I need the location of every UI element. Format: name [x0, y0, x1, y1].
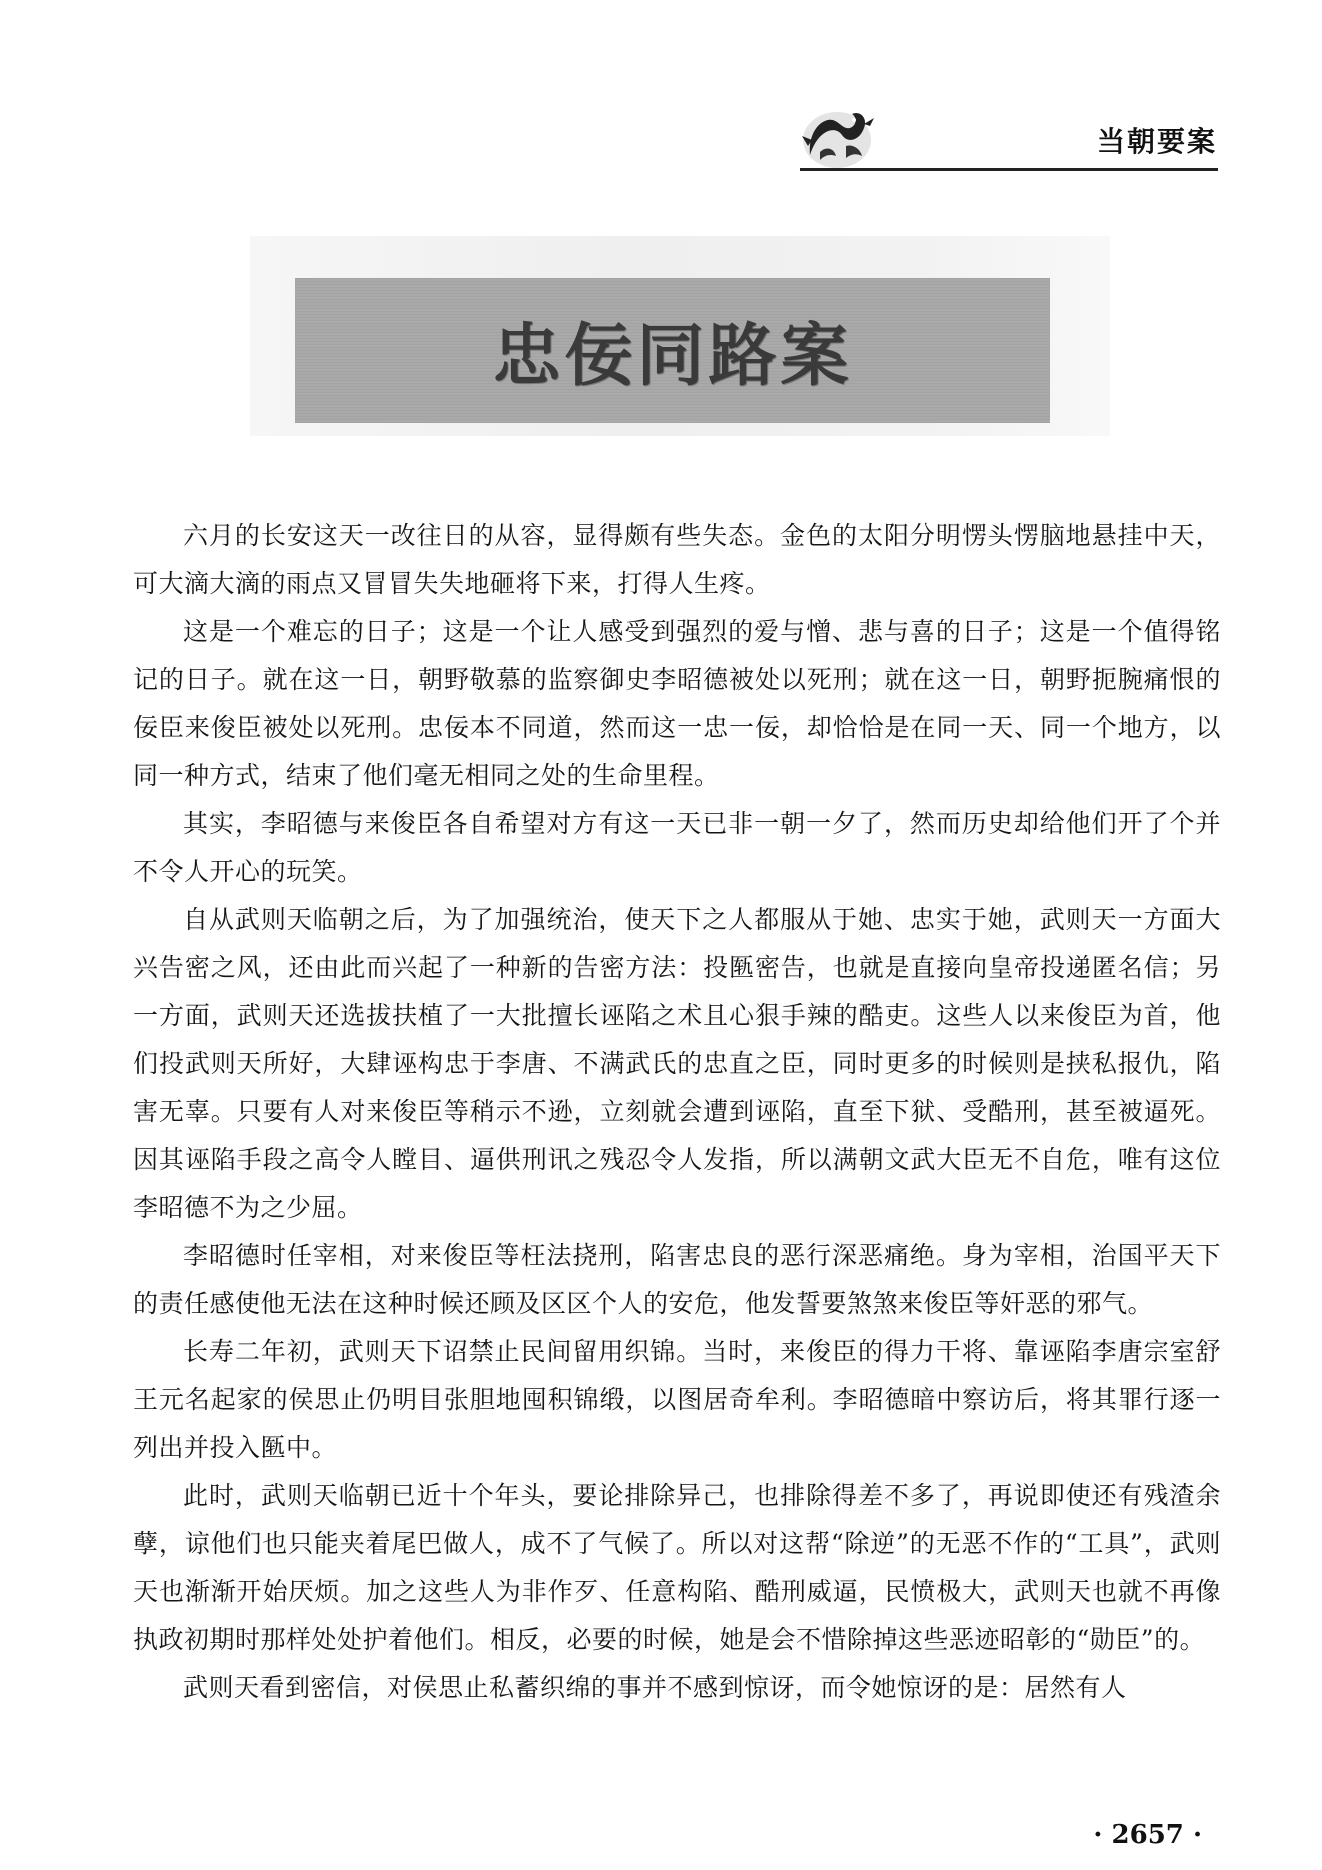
dragon-emblem-icon: [790, 100, 885, 175]
paragraph: 自从武则天临朝之后，为了加强统治，使天下之人都服从于她、忠实于她，武则天一方面大兴告密之风，还由此而兴起了一种新的告密方法：投匦密告，也就是直接向皇帝投递匿名信；另一方面，武则天还选拔扶植了一大批擅长诬陷之术且心狠手辣的酷吏。这些人以来俊臣为首，他们投武则天所好，大肆诬构忠于李唐、不满武氏的忠直之臣，同时更多的时候则是挟私报仇，陷害无辜。只要有人对来俊臣等稍示不逊，立刻就会遭到诬陷，直至下狱、受酷刑，甚至被逼死。因其诬陷手段之高令人瞠目、逼供刑讯之残忍令人发指，所以满朝文武大臣无不自危，唯有这位李昭德不为之少屈。: [133, 905, 1221, 1222]
paragraph: 其实，李昭德与来俊臣各自希望对方有这一天已非一朝一夕了，然而历史却给他们开了个并不令人开心的玩笑。: [133, 809, 1221, 886]
paragraph: 长寿二年初，武则天下诏禁止民间留用织锦。当时，来俊臣的得力干将、靠诬陷李唐宗室舒王元名起家的侯思止仍明目张胆地囤积锦缎，以图居奇牟利。李昭德暗中察访后，将其罪行逐一列出并投入匦中。: [133, 1337, 1221, 1462]
paragraph: 武则天看到密信，对侯思止私蓄织绵的事并不感到惊讶，而令她惊讶的是：居然有人: [183, 1673, 1127, 1702]
paragraph: 这是一个难忘的日子；这是一个让人感受到强烈的爱与憎、悲与喜的日子；这是一个值得铭记的日子。就在这一日，朝野敬慕的监察御史李昭德被处以死刑；就在这一日，朝野扼腕痛恨的佞臣来俊臣被处以死刑。忠佞本不同道，然而这一忠一佞，却恰恰是在同一天、同一个地方，以同一种方式，结束了他们毫无相同之处的生命里程。: [133, 617, 1221, 790]
article-body: [133, 512, 1221, 1712]
section-title: 当朝要案: [1096, 125, 1217, 158]
page-header: [0, 0, 1322, 175]
paragraph: 六月的长安这天一改往日的从容，显得颇有些失态。金色的太阳分明愣头愣脑地悬挂中天，可大滴大滴的雨点又冒冒失失地砸将下来，打得人生疼。: [133, 521, 1221, 598]
paragraph: 此时，武则天临朝已近十个年头，要论排除异己，也排除得差不多了，再说即使还有残渣余孽，谅他们也只能夹着尾巴做人，成不了气候了。所以对这帮“除逆”的无恶不作的“工具”，武则天也渐渐开始厌烦。加之这些人为非作歹、任意构陷、酷刑威逼，民愤极大，武则天也就不再像执政初期时那样处处护着他们。相反，必要的时候，她是会不惜除掉这些恶迹昭彰的“勋臣”的。: [133, 1481, 1221, 1654]
chapter-title-banner: [295, 278, 1050, 423]
header-divider: [800, 168, 1218, 171]
page-number: · 2657 ·: [1093, 1820, 1202, 1850]
chapter-title: 忠佞同路案: [492, 316, 853, 396]
paragraph: 李昭德时任宰相，对来俊臣等枉法挠刑，陷害忠良的恶行深恶痛绝。身为宰相，治国平天下的责任感使他无法在这种时候还顾及区区个人的安危，他发誓要煞煞来俊臣等奸恶的邪气。: [133, 1241, 1221, 1318]
